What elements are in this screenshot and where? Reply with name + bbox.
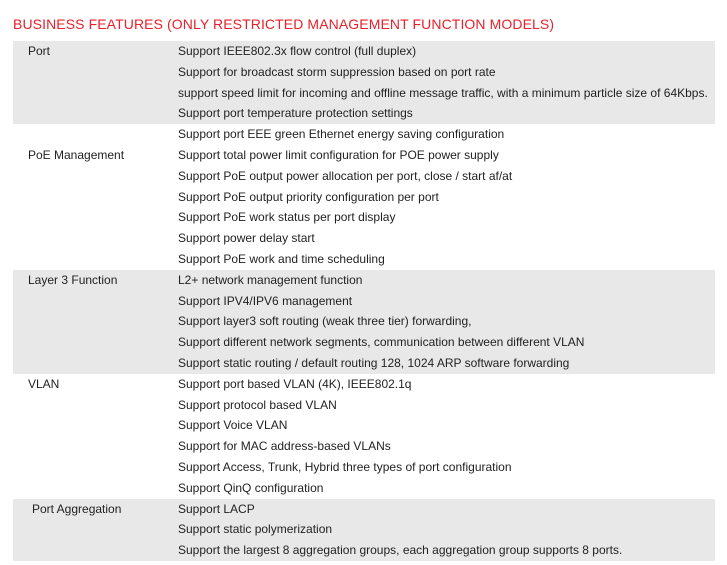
section-label-layer-3-function: Layer 3 Function (28, 272, 118, 287)
feature-item: Support IPV4/IPV6 management (178, 293, 353, 308)
feature-item: Support protocol based VLAN (178, 397, 337, 412)
feature-item: Support Voice VLAN (178, 418, 288, 433)
section-items-vlan (178, 374, 715, 499)
section-label-port: Port (28, 44, 51, 58)
page-title: BUSINESS FEATURES (ONLY RESTRICTED MANAGEMENT FUNCTION MODELS) (13, 16, 555, 32)
feature-item: Support QinQ configuration (178, 480, 324, 495)
feature-item: support speed limit for incoming and offline message traffic, with a minimum particle size of 64Kbps. (178, 85, 708, 100)
section-items-layer-3-function (178, 270, 715, 374)
feature-item: Support PoE output priority configuration per port (178, 189, 439, 204)
feature-item: L2+ network management function (178, 272, 363, 287)
feature-item: Support for broadcast storm suppression based on port rate (178, 64, 496, 79)
section-port (13, 41, 715, 124)
feature-item: Support total power limit configuration for POE power supply (178, 147, 499, 162)
feature-item: Support different network segments, communication between different VLAN (178, 335, 585, 350)
feature-item: Support static polymerization (178, 522, 333, 537)
feature-item: Support port temperature protection settings (178, 106, 413, 121)
section-port-aggregation (13, 499, 715, 561)
section-items-port (178, 41, 715, 124)
feature-item: Support power delay start (178, 231, 315, 246)
features-table (13, 41, 715, 561)
section-poe-management (13, 124, 715, 270)
section-items-poe-management (178, 124, 715, 270)
section-label-port-aggregation: Port Aggregation (32, 501, 122, 516)
section-items-port-aggregation (178, 499, 715, 561)
feature-item: Support Access, Trunk, Hybrid three types of port configuration (178, 459, 512, 474)
feature-item: Support port based VLAN (4K), IEEE802.1q (178, 376, 412, 391)
section-label-vlan: VLAN (28, 376, 60, 391)
feature-item: Support PoE output power allocation per port, close / start af/at (178, 168, 513, 183)
feature-item: Support PoE work and time scheduling (178, 251, 385, 266)
feature-item: Support for MAC address-based VLANs (178, 439, 391, 454)
feature-item: Support port EEE green Ethernet energy saving configuration (178, 127, 505, 142)
feature-item: Support the largest 8 aggregation groups, each aggregation group supports 8 ports. (178, 543, 623, 558)
feature-item: Support static routing / default routing 128, 1024 ARP software forwarding (178, 355, 570, 370)
feature-item: Support IEEE802.3x flow control (full duplex) (178, 44, 417, 58)
feature-item: Support PoE work status per port display (178, 210, 396, 225)
section-layer-3-function (13, 270, 715, 374)
feature-item: Support LACP (178, 501, 255, 516)
feature-item: Support layer3 soft routing (weak three tier) forwarding, (178, 314, 472, 329)
section-vlan (13, 374, 715, 499)
section-label-poe-management: PoE Management (28, 147, 125, 162)
